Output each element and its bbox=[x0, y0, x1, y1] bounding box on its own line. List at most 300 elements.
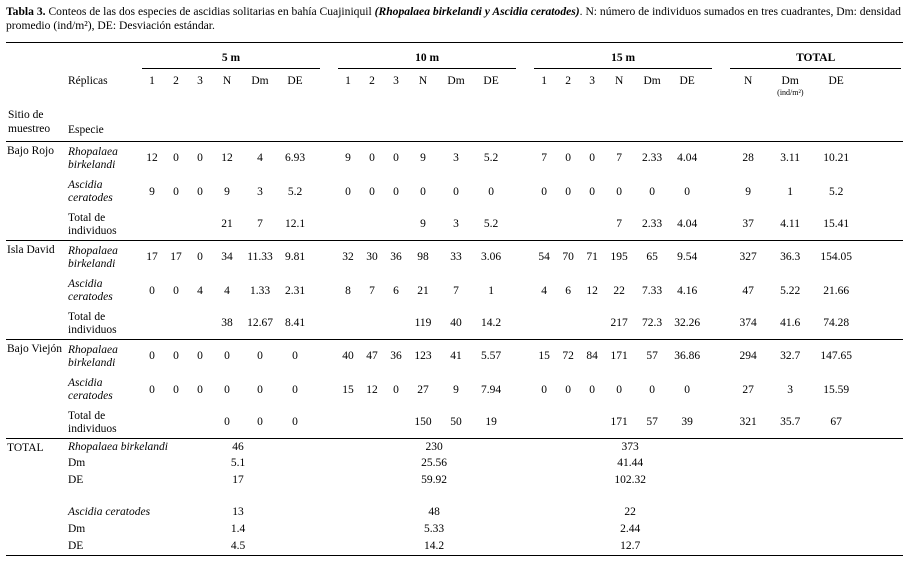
value-cell bbox=[164, 209, 188, 240]
total-value: 17 bbox=[232, 474, 244, 487]
value-cell: 0 bbox=[257, 416, 263, 429]
total-stat-label: DE bbox=[68, 474, 84, 487]
value-cell: 5.2 bbox=[828, 185, 844, 198]
value-cell: 0 bbox=[420, 185, 426, 198]
value-cell: 1 bbox=[488, 284, 494, 297]
dm-unit-label: (ind/m²) bbox=[777, 87, 804, 97]
total-value: 12.7 bbox=[620, 540, 641, 553]
spacer-cell bbox=[860, 504, 903, 521]
column-header: Dm bbox=[447, 75, 465, 88]
value-cell: 7.33 bbox=[642, 284, 663, 297]
column-header: 2 bbox=[565, 75, 571, 88]
column-header: 2 bbox=[173, 75, 179, 88]
value-cell: 0 bbox=[616, 185, 622, 198]
value-cell: 0 bbox=[173, 284, 179, 297]
table-row bbox=[6, 489, 903, 504]
value-cell: 150 bbox=[414, 416, 432, 429]
column-header: 3 bbox=[197, 75, 203, 88]
value-cell: 1 bbox=[787, 185, 794, 198]
value-cell: 154.05 bbox=[812, 240, 860, 274]
value-cell: 72 bbox=[556, 339, 580, 373]
group-header-5m: 5 m bbox=[140, 42, 336, 69]
empty-cell bbox=[728, 504, 860, 521]
value-cell: 0 bbox=[393, 383, 399, 396]
value-cell: 0 bbox=[173, 152, 179, 165]
value-cell: 21 bbox=[221, 218, 233, 231]
value-cell: 171 bbox=[604, 339, 634, 373]
value-cell bbox=[188, 407, 212, 438]
value-cell bbox=[580, 209, 604, 240]
value-cell: 15.59 bbox=[823, 383, 850, 396]
value-cell: 0 bbox=[369, 185, 375, 198]
value-cell: 0 bbox=[292, 416, 298, 429]
total-value: 46 bbox=[140, 438, 336, 455]
total-value: 48 bbox=[428, 506, 440, 519]
value-cell: 7 bbox=[369, 284, 375, 297]
table-row bbox=[6, 407, 903, 438]
value-cell: 0 bbox=[393, 185, 399, 198]
value-cell: 4 bbox=[197, 284, 203, 297]
total-value: 5.1 bbox=[230, 457, 246, 470]
value-cell: 0 bbox=[565, 383, 571, 396]
total-value: 13 bbox=[232, 506, 244, 519]
value-cell: 0 bbox=[197, 383, 203, 396]
total-value: 14.2 bbox=[424, 540, 445, 553]
value-cell: 195 bbox=[604, 240, 634, 274]
total-value: 102.32 bbox=[614, 474, 646, 487]
spacer-cell bbox=[860, 141, 903, 175]
value-cell: 0 bbox=[541, 185, 547, 198]
value-cell bbox=[164, 407, 188, 438]
empty-cell bbox=[728, 455, 860, 472]
value-cell: 39 bbox=[681, 416, 693, 429]
caption-species-names: (Rhopalaea birkelandi y Ascidia ceratodes) bbox=[374, 5, 580, 18]
value-cell: 0 bbox=[173, 383, 179, 396]
value-cell: 84 bbox=[580, 339, 604, 373]
value-cell: 12 bbox=[366, 383, 378, 396]
value-cell: 32 bbox=[336, 240, 360, 274]
value-cell: 57 bbox=[634, 339, 670, 373]
value-cell: 12 bbox=[586, 284, 598, 297]
value-cell: 0 bbox=[149, 383, 155, 396]
value-cell: 3.11 bbox=[780, 152, 800, 165]
value-cell: 8 bbox=[345, 284, 351, 297]
value-cell bbox=[140, 308, 164, 339]
value-cell: 36.3 bbox=[768, 240, 812, 274]
value-cell: 0 bbox=[589, 383, 595, 396]
value-cell: 3 bbox=[257, 185, 263, 198]
value-cell: 41.6 bbox=[780, 317, 801, 330]
column-header: Dm bbox=[643, 75, 661, 88]
total-value: 5.33 bbox=[424, 523, 445, 536]
table-row bbox=[6, 175, 903, 209]
value-cell: 41 bbox=[438, 339, 474, 373]
value-cell: 9 bbox=[420, 218, 426, 231]
site-label: Isla David bbox=[6, 240, 66, 339]
value-cell: 0 bbox=[257, 383, 263, 396]
value-cell: 0 bbox=[684, 383, 690, 396]
value-cell: 12 bbox=[221, 152, 233, 165]
spacer-cell bbox=[860, 240, 903, 274]
value-cell bbox=[556, 209, 580, 240]
table-row bbox=[6, 438, 903, 455]
value-cell: 5.57 bbox=[474, 339, 532, 373]
total-value: 22 bbox=[624, 506, 636, 519]
value-cell: 2.31 bbox=[284, 284, 306, 297]
value-cell: 10.21 bbox=[823, 152, 850, 165]
total-individuals-label: Total de individuos bbox=[68, 211, 117, 237]
value-cell bbox=[360, 407, 384, 438]
value-cell: 7.94 bbox=[481, 383, 502, 396]
value-cell: 67 bbox=[830, 416, 842, 429]
value-cell: 0 bbox=[684, 185, 690, 198]
value-cell: 7 bbox=[453, 284, 459, 297]
value-cell: 0 bbox=[541, 383, 547, 396]
value-cell: 40 bbox=[336, 339, 360, 373]
value-cell: 0 bbox=[242, 339, 278, 373]
site-column-header: Sitio de muestreo bbox=[6, 107, 66, 141]
total-stat-label: Dm bbox=[68, 457, 86, 470]
column-header: 1 bbox=[149, 75, 155, 88]
table-header-row bbox=[6, 69, 903, 107]
value-cell: 0 bbox=[393, 152, 399, 165]
table-row bbox=[6, 455, 903, 472]
value-cell: 171 bbox=[610, 416, 628, 429]
data-table bbox=[6, 42, 903, 556]
value-cell: 0 bbox=[188, 339, 212, 373]
spacer-cell bbox=[860, 69, 903, 107]
value-cell: 0 bbox=[589, 185, 595, 198]
table-row bbox=[6, 521, 903, 538]
column-header: DE bbox=[679, 75, 695, 88]
value-cell bbox=[532, 209, 556, 240]
group-header-10m: 10 m bbox=[336, 42, 532, 69]
species-label: Ascidia ceratodes bbox=[68, 377, 113, 403]
spacer-cell bbox=[860, 339, 903, 373]
value-cell bbox=[140, 407, 164, 438]
value-cell: 65 bbox=[634, 240, 670, 274]
table-row bbox=[6, 209, 903, 240]
spacer-cell bbox=[860, 274, 903, 308]
value-cell: 9.81 bbox=[278, 240, 336, 274]
value-cell: 7 bbox=[616, 218, 622, 231]
value-cell: 15.41 bbox=[823, 218, 850, 231]
spacer-cell bbox=[860, 209, 903, 240]
value-cell bbox=[336, 209, 360, 240]
value-cell: 17 bbox=[164, 240, 188, 274]
value-cell: 70 bbox=[556, 240, 580, 274]
value-cell bbox=[384, 308, 408, 339]
value-cell bbox=[360, 209, 384, 240]
total-individuals-label: Total de individuos bbox=[68, 409, 117, 435]
value-cell: 4.04 bbox=[677, 218, 698, 231]
value-cell: 0 bbox=[164, 339, 188, 373]
table-header-row bbox=[6, 107, 903, 141]
value-cell: 0 bbox=[292, 383, 298, 396]
value-cell: 4 bbox=[224, 284, 230, 297]
value-cell: 5.22 bbox=[780, 284, 801, 297]
species-label: Ascidia ceratodes bbox=[68, 179, 113, 205]
spacer-cell bbox=[860, 472, 903, 489]
value-cell: 14.2 bbox=[481, 317, 502, 330]
value-cell: 0 bbox=[224, 416, 230, 429]
value-cell: 32.7 bbox=[768, 339, 812, 373]
value-cell: 47 bbox=[742, 284, 754, 297]
value-cell: 32.26 bbox=[674, 317, 701, 330]
table-row bbox=[6, 141, 903, 175]
site-label: Bajo Rojo bbox=[7, 144, 54, 157]
value-cell bbox=[336, 308, 360, 339]
table-row bbox=[6, 504, 903, 521]
total-stat-label: DE bbox=[68, 540, 84, 553]
value-cell: 0 bbox=[565, 152, 571, 165]
column-header: 1 bbox=[345, 75, 351, 88]
group-header-total: TOTAL bbox=[728, 42, 903, 69]
value-cell: 3 bbox=[787, 383, 794, 396]
total-species-label: Ascidia ceratodes bbox=[68, 506, 151, 519]
value-cell: 294 bbox=[728, 339, 768, 373]
species-column-header: Especie bbox=[66, 107, 140, 141]
column-header-total-de: DE bbox=[828, 75, 844, 88]
value-cell: 5.2 bbox=[287, 185, 303, 198]
value-cell: 21.66 bbox=[823, 284, 850, 297]
value-cell: 37 bbox=[742, 218, 754, 231]
column-header: 3 bbox=[589, 75, 595, 88]
column-header: DE bbox=[483, 75, 499, 88]
total-stat-label: Dm bbox=[68, 523, 86, 536]
value-cell bbox=[140, 209, 164, 240]
value-cell: 327 bbox=[728, 240, 768, 274]
value-cell bbox=[580, 308, 604, 339]
table-row bbox=[6, 240, 903, 274]
value-cell: 0 bbox=[149, 284, 155, 297]
table-row bbox=[6, 373, 903, 407]
site-label: Bajo Viejón bbox=[6, 339, 66, 438]
value-cell: 0 bbox=[589, 152, 595, 165]
value-cell: 6.93 bbox=[284, 152, 306, 165]
value-cell: 2.33 bbox=[642, 218, 663, 231]
caption-label: Tabla 3. bbox=[6, 5, 46, 18]
value-cell bbox=[384, 209, 408, 240]
species-label: Ascidia ceratodes bbox=[68, 278, 113, 304]
column-header: DE bbox=[287, 75, 303, 88]
value-cell: 0 bbox=[488, 185, 494, 198]
value-cell: 12.67 bbox=[247, 317, 273, 330]
column-header-total-dm: Dm (ind/m²) bbox=[777, 75, 804, 97]
value-cell: 71 bbox=[580, 240, 604, 274]
value-cell bbox=[532, 407, 556, 438]
spacer-cell bbox=[860, 308, 903, 339]
value-cell: 8.41 bbox=[284, 317, 306, 330]
column-header: 2 bbox=[369, 75, 375, 88]
value-cell: 33 bbox=[438, 240, 474, 274]
value-cell: 5.2 bbox=[483, 218, 499, 231]
total-value: 373 bbox=[532, 438, 728, 455]
group-header-15m: 15 m bbox=[532, 42, 728, 69]
species-label: Rhopalaea birkelandi bbox=[66, 240, 140, 274]
value-cell bbox=[188, 209, 212, 240]
column-header: Dm bbox=[251, 75, 269, 88]
empty-cell bbox=[6, 69, 66, 107]
value-cell bbox=[164, 308, 188, 339]
value-cell: 54 bbox=[532, 240, 556, 274]
total-value: 230 bbox=[336, 438, 532, 455]
total-individuals-label: Total de individuos bbox=[68, 310, 117, 336]
spacer-cell bbox=[860, 455, 903, 472]
value-cell: 0 bbox=[649, 383, 655, 396]
total-species-label: Rhopalaea birkelandi bbox=[66, 438, 140, 455]
value-cell: 72.3 bbox=[642, 317, 663, 330]
value-cell: 22 bbox=[613, 284, 625, 297]
value-cell: 0 bbox=[197, 185, 203, 198]
value-cell: 6 bbox=[393, 284, 399, 297]
value-cell: 11.33 bbox=[242, 240, 278, 274]
empty-cell bbox=[728, 538, 860, 555]
value-cell bbox=[532, 308, 556, 339]
value-cell: 321 bbox=[739, 416, 757, 429]
value-cell: 21 bbox=[417, 284, 429, 297]
spacer-cell bbox=[860, 538, 903, 555]
value-cell: 36 bbox=[384, 339, 408, 373]
value-cell: 9 bbox=[224, 185, 230, 198]
value-cell bbox=[580, 407, 604, 438]
value-cell: 47 bbox=[360, 339, 384, 373]
value-cell: 40 bbox=[450, 317, 462, 330]
value-cell bbox=[556, 308, 580, 339]
table-row bbox=[6, 472, 903, 489]
total-value: 41.44 bbox=[617, 457, 644, 470]
caption-intro: Conteos de las dos especies de ascidias solitarias en bahía Cuajiniquil bbox=[48, 5, 375, 18]
value-cell: 15 bbox=[342, 383, 354, 396]
table-row bbox=[6, 339, 903, 373]
value-cell: 34 bbox=[212, 240, 242, 274]
value-cell: 57 bbox=[646, 416, 658, 429]
total-value: 4.5 bbox=[230, 540, 246, 553]
value-cell: 119 bbox=[414, 317, 432, 330]
species-label: Rhopalaea birkelandi bbox=[68, 145, 118, 171]
value-cell: 12 bbox=[146, 152, 158, 165]
value-cell: 0 bbox=[453, 185, 459, 198]
replicas-label: Réplicas bbox=[68, 75, 108, 88]
value-cell: 4.04 bbox=[677, 152, 698, 165]
value-cell: 17 bbox=[140, 240, 164, 274]
value-cell: 0 bbox=[278, 339, 336, 373]
spacer-cell bbox=[860, 438, 903, 455]
value-cell bbox=[336, 407, 360, 438]
value-cell: 0 bbox=[565, 185, 571, 198]
value-cell: 0 bbox=[345, 185, 351, 198]
value-cell: 5.2 bbox=[483, 152, 499, 165]
value-cell: 35.7 bbox=[780, 416, 801, 429]
value-cell: 1.33 bbox=[249, 284, 271, 297]
value-cell: 0 bbox=[188, 240, 212, 274]
table-header-row bbox=[6, 42, 903, 69]
total-value: 25.56 bbox=[421, 457, 447, 470]
value-cell: 28 bbox=[742, 152, 754, 165]
spacer-cell bbox=[860, 175, 903, 209]
value-cell bbox=[188, 308, 212, 339]
empty-cell bbox=[728, 472, 860, 489]
value-cell: 27 bbox=[417, 383, 429, 396]
value-cell: 0 bbox=[197, 152, 203, 165]
value-cell: 0 bbox=[173, 185, 179, 198]
value-cell: 374 bbox=[739, 317, 757, 330]
table-row bbox=[6, 274, 903, 308]
value-cell: 9 bbox=[345, 152, 351, 165]
value-cell: 36.86 bbox=[670, 339, 728, 373]
value-cell: 12.1 bbox=[284, 218, 306, 231]
value-cell: 3.06 bbox=[474, 240, 532, 274]
site-label-total: TOTAL bbox=[6, 438, 66, 555]
table-row bbox=[6, 538, 903, 555]
value-cell: 3 bbox=[453, 152, 459, 165]
value-cell: 2.33 bbox=[642, 152, 663, 165]
value-cell: 7 bbox=[541, 152, 547, 165]
value-cell: 0 bbox=[224, 383, 230, 396]
value-cell: 0 bbox=[212, 339, 242, 373]
column-header: N bbox=[614, 75, 624, 88]
value-cell: 9 bbox=[149, 185, 155, 198]
value-cell: 9 bbox=[420, 152, 426, 165]
empty-cell bbox=[66, 489, 903, 504]
value-cell: 9.54 bbox=[670, 240, 728, 274]
spacer-cell bbox=[860, 373, 903, 407]
value-cell: 217 bbox=[610, 317, 628, 330]
value-cell: 0 bbox=[369, 152, 375, 165]
column-header: N bbox=[418, 75, 428, 88]
value-cell bbox=[384, 407, 408, 438]
total-value: 2.44 bbox=[620, 523, 641, 536]
empty-cell bbox=[728, 521, 860, 538]
empty-cell bbox=[140, 107, 903, 141]
value-cell: 74.28 bbox=[823, 317, 850, 330]
value-cell: 0 bbox=[616, 383, 622, 396]
spacer-cell bbox=[860, 521, 903, 538]
value-cell: 3 bbox=[453, 218, 459, 231]
value-cell: 15 bbox=[532, 339, 556, 373]
species-label: Rhopalaea birkelandi bbox=[66, 339, 140, 373]
empty-cell bbox=[6, 42, 140, 69]
value-cell: 98 bbox=[408, 240, 438, 274]
column-header: 1 bbox=[541, 75, 547, 88]
value-cell: 123 bbox=[408, 339, 438, 373]
column-header: 3 bbox=[393, 75, 399, 88]
value-cell: 4 bbox=[257, 152, 263, 165]
caption-outro: . N: número de individuos sumados en tres cuadrantes, Dm: densidad promedio (ind/m²), DE: Desviación estándar. bbox=[6, 5, 901, 33]
empty-cell bbox=[728, 438, 860, 455]
column-header: N bbox=[222, 75, 232, 88]
value-cell: 19 bbox=[485, 416, 497, 429]
total-value: 59.92 bbox=[421, 474, 447, 487]
total-value: 1.4 bbox=[230, 523, 246, 536]
value-cell bbox=[360, 308, 384, 339]
value-cell: 38 bbox=[221, 317, 233, 330]
value-cell: 7 bbox=[257, 218, 263, 231]
value-cell: 4.11 bbox=[780, 218, 800, 231]
value-cell: 50 bbox=[450, 416, 462, 429]
table-caption bbox=[6, 5, 903, 34]
value-cell: 4 bbox=[541, 284, 547, 297]
value-cell bbox=[556, 407, 580, 438]
value-cell: 7 bbox=[616, 152, 622, 165]
value-cell: 9 bbox=[453, 383, 459, 396]
value-cell: 0 bbox=[649, 185, 655, 198]
column-header-total-n: N bbox=[744, 75, 753, 88]
value-cell: 30 bbox=[360, 240, 384, 274]
value-cell: 147.65 bbox=[812, 339, 860, 373]
value-cell: 27 bbox=[742, 383, 754, 396]
value-cell: 0 bbox=[140, 339, 164, 373]
